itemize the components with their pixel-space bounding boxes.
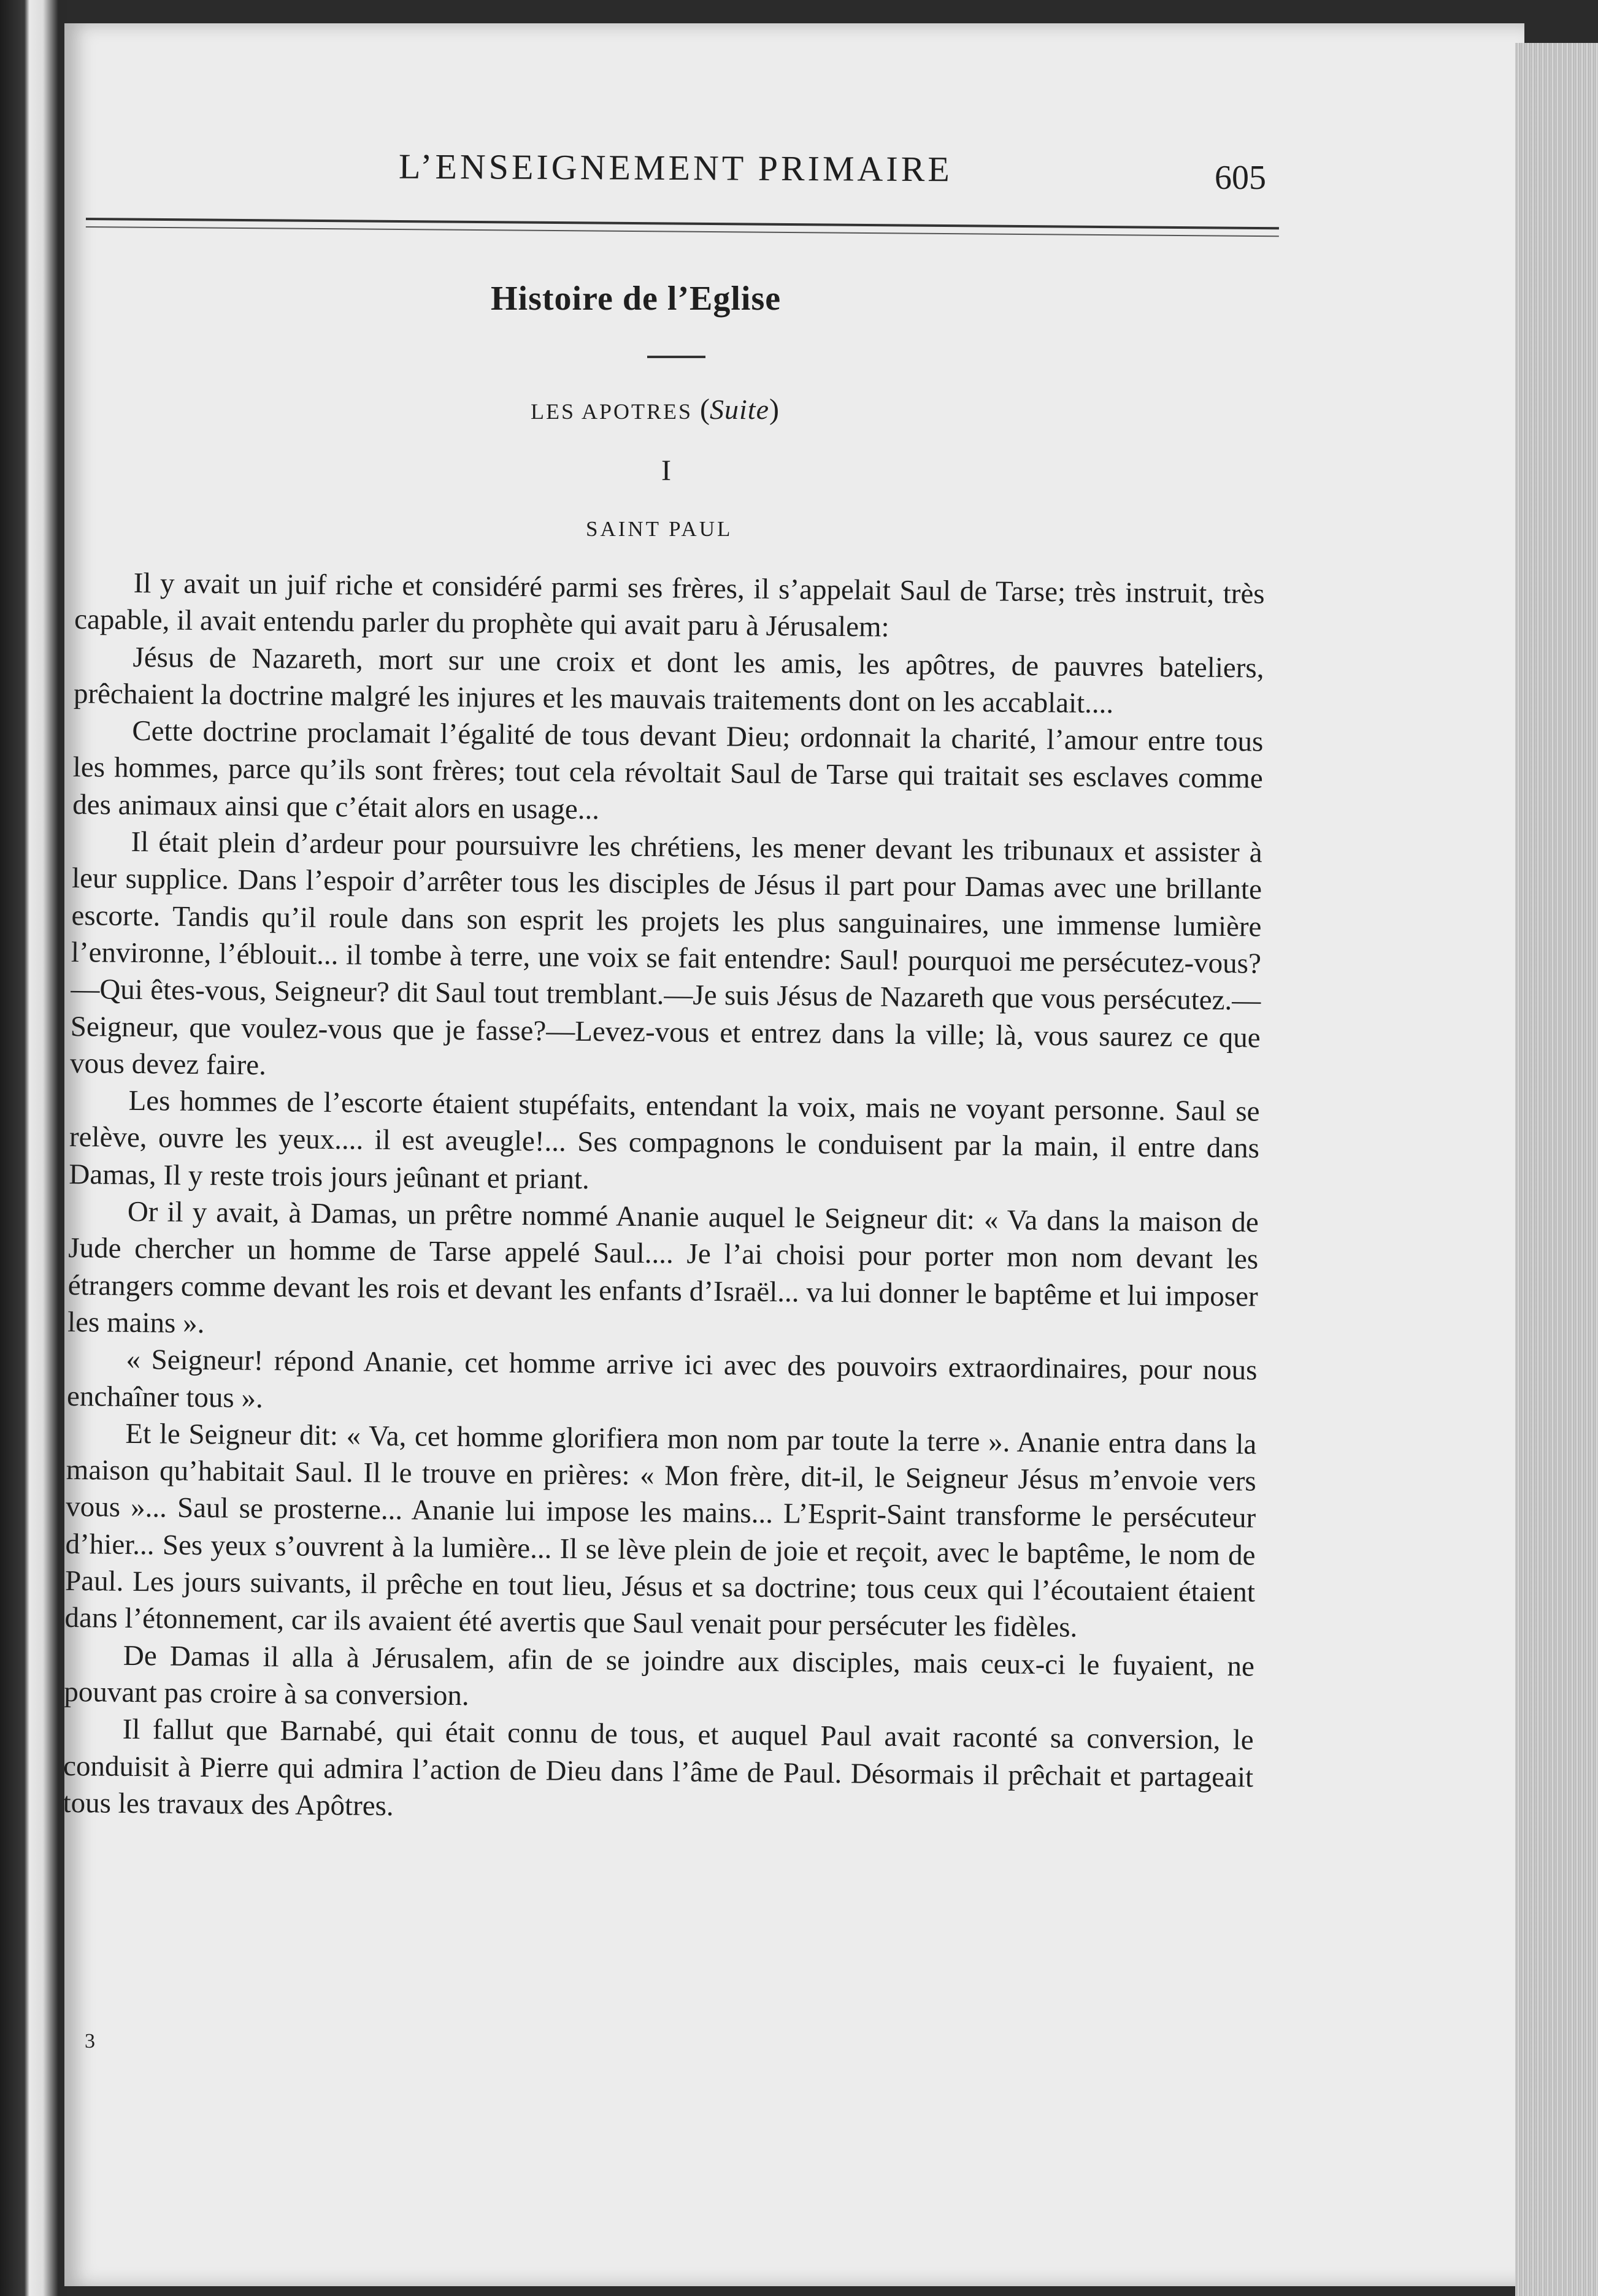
article-subtitle <box>531 392 779 426</box>
subtitle-open-paren: ( <box>700 393 710 426</box>
section-number: I <box>661 454 671 487</box>
paragraph: Cette doctrine proclamait l’égalité de tous devant Dieu; ordonnait la charité, l’amour entre tous les hommes, parce qu’ils sont frères; tout cela révoltait Saul de Tarse qui traitait ses esclaves comme des animaux ainsi que c’était alors en usage... <box>72 715 1264 826</box>
paragraph: Or il y avait, à Damas, un prêtre nommé Ananie auquel le Seigneur dit: « Va dans la maison de Jude chercher un homme de Tarse appelé Saul.... Je l’ai choisi pour porter mon nom devant les étrangers comme devant les rois et devant les enfants d’Israël... va lui donner le baptême et lui imposer les mains ». <box>67 1195 1259 1340</box>
article-body <box>63 564 1265 1833</box>
paragraph: De Damas il alla à Jérusalem, afin de se joindre aux disciples, mais ceux-ci le fuyaient, ne pouvant pas croire à sa conversion. <box>64 1639 1255 1712</box>
subtitle-italic: Suite <box>710 394 770 425</box>
paragraph: Il fallut que Barnabé, qui était connu de tous, et auquel Paul avait raconté sa conversion, le conduisit à Pierre qui admira l’action de Dieu dans l’âme de Paul. Désormais il prêchait et partageait tous les travaux des Apôtres. <box>63 1713 1254 1822</box>
running-head: L’ENSEIGNEMENT PRIMAIRE <box>398 146 953 189</box>
paragraph: Jésus de Nazareth, mort sur une croix et dont les amis, les apôtres, de pauvres bateliers, prêchaient la doctrine malgré les injures et les mauvais traitements dont on les accablait.... <box>73 641 1264 720</box>
page-stack-edge <box>1515 43 1598 2296</box>
subtitle-close-paren: ) <box>769 393 779 426</box>
paragraph: Il était plein d’ardeur pour poursuivre les chrétiens, les mener devant les tribunaux et assister à leur supplice. Dans l’espoir d’arrêter tous les disciples de Jésus il part pour Damas avec une brillante escorte. Tandis qu’il roule dans son esprit les projets les plus sanguinaires, une immense lumière l’environne, l’éblouit... il tombe à terre, une voix se fait entendre: Saul! pourquoi me persécutez-vous?—Qui êtes-vous, Seigneur? dit Saul tout tremblant.—Je suis Jésus de Nazareth que vous persécutez.—Seigneur, que voulez-vous que je fasse?—Levez-vous et entrez dans la ville; là, vous saurez ce que vous devez faire. <box>69 825 1262 1081</box>
article-title: Histoire de l’Eglise <box>491 280 782 318</box>
page-number: 605 <box>1215 159 1266 197</box>
section-title: SAINT PAUL <box>586 517 733 541</box>
title-rule <box>647 356 705 358</box>
facing-page-edge <box>0 0 67 2296</box>
paragraph: Les hommes de l’escorte étaient stupéfaits, entendant la voix, mais ne voyant personne. Saul se relève, ouvre les yeux.... il est aveugle!... Ses compagnons le conduisent par la main, il entre dans Damas, Il y reste trois jours jeûnant et priant. <box>69 1085 1260 1195</box>
paragraph: « Seigneur! répond Ananie, cet homme arrive ici avec des pouvoirs extraordinaires, pour nous enchaîner tous ». <box>66 1344 1258 1414</box>
signature-mark: 3 <box>85 2030 95 2053</box>
paragraph: Il y avait un juif riche et considéré parmi ses frères, il s’appelait Saul de Tarse; très instruit, très capable, il avait entendu parler du prophète qui avait paru à Jérusalem: <box>74 567 1265 644</box>
subtitle-label: LES APOTRES <box>531 399 693 424</box>
paragraph: Et le Seigneur dit: « Va, cet homme glorifiera mon nom par toute la terre ». Ananie entra dans la maison qu’habitait Saul. Il le trouve en prières: « Mon frère, dit-il, le Seigneur Jésus m’envoie vers vous »... Saul se prosterne... Ananie lui impose les mains... L’Esprit-Saint transforme le persécuteur d’hier... Ses yeux s’ouvrent à la lumière... Il se lève plein de joie et reçoit, avec le baptême, le nom de Paul. Les jours suivants, il prêche en tout lieu, Jésus et sa doctrine; tous ceux qui l’écoutaient étaient dans l’étonnement, car ils avaient été avertis que Saul venait pour persécuter les fidèles. <box>64 1417 1257 1644</box>
